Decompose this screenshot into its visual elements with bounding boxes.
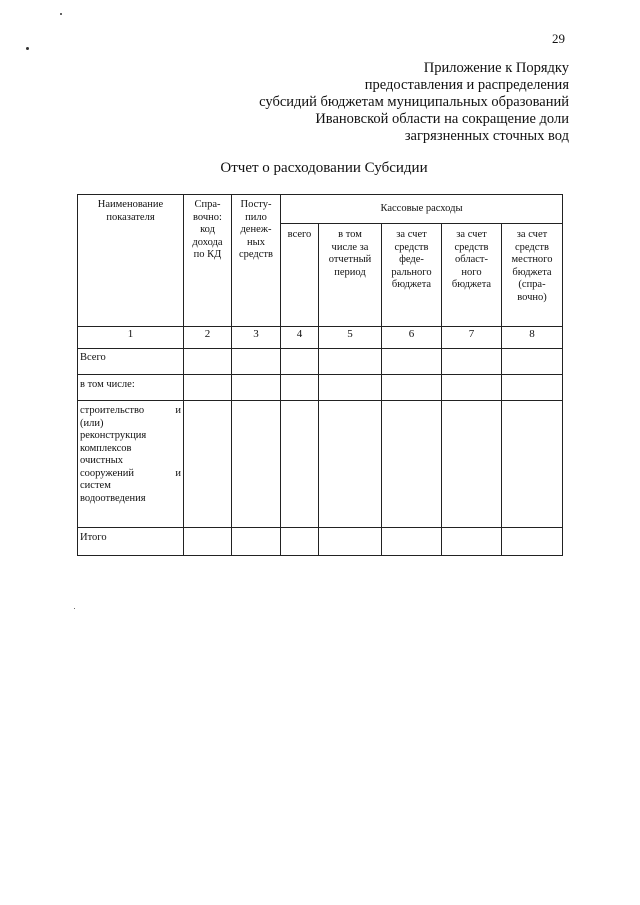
table-cell [502,401,563,528]
table-cell [232,375,281,401]
annex-line: субсидий бюджетам муниципальных образований [259,94,569,110]
header-code-kd: Спра- вочно: код дохода по КД [184,195,232,327]
page-number: 29 [552,31,565,46]
column-number: 6 [382,327,442,349]
table-row [78,349,563,375]
annex-line: Приложение к Порядку [423,60,569,76]
annex-line: загрязненных сточных вод [404,128,569,144]
header-indicator-name: Наименование показателя [78,195,184,327]
header-local-budget: за счет средств местного бюджета (спра- вочно) [502,224,563,327]
table-row [78,401,563,528]
table-cell [281,401,319,528]
column-number: 4 [281,327,319,349]
table-cell [319,375,382,401]
table-cell [502,375,563,401]
column-number: 1 [78,327,184,349]
label-line: комплексов [80,442,132,454]
column-number: 3 [232,327,281,349]
table-cell [382,349,442,375]
row-label-construction [78,401,184,528]
annex-line: Ивановской области на сокращение доли [315,111,569,127]
scan-speck [60,13,62,15]
table-cell [442,401,502,528]
table-cell [382,375,442,401]
table-cell [382,528,442,556]
label-line: (или) [80,417,104,429]
table-cell [502,349,563,375]
table-cell [442,349,502,375]
annex-reference [169,60,569,145]
table-cell [184,401,232,528]
column-number: 7 [442,327,502,349]
table-cell [184,349,232,375]
label-line: систем [80,480,111,491]
table-cell [281,349,319,375]
scan-speck [26,47,29,50]
label-line: сооружений и [80,467,181,479]
table-cell [184,375,232,401]
table-cell [319,349,382,375]
header-reporting-period: в том числе за отчетный период [319,224,382,327]
table-cell [382,401,442,528]
row-label-grand-total: Итого [78,528,184,556]
column-number: 5 [319,327,382,349]
row-label-total: Всего [78,349,184,375]
table-cell [442,375,502,401]
document-title: Отчет о расходовании Субсидии [220,160,428,176]
label-line: водоотведения [80,492,146,504]
table-row [78,528,563,556]
table-cell [442,528,502,556]
table-cell [232,401,281,528]
table-row [78,375,563,401]
table-cell [281,375,319,401]
column-number: 8 [502,327,563,349]
header-received-funds: Посту- пило денеж- ных средств [232,195,281,327]
label-line: строительство и [80,405,181,416]
table-cell [281,528,319,556]
table-cell [319,401,382,528]
header-federal-budget: за счет средств феде- рального бюджета [382,224,442,327]
table-cell [502,528,563,556]
table-cell [232,349,281,375]
annex-line: предоставления и распределения [364,77,569,93]
scan-speck [74,608,75,609]
table-cell [319,528,382,556]
column-number: 2 [184,327,232,349]
header-cash-expenses: Кассовые расходы [281,195,563,224]
row-label-including: в том числе: [78,375,184,401]
header-regional-budget: за счет средств област- ного бюджета [442,224,502,327]
label-line: реконструкция [80,430,147,441]
header-total: всего [281,224,319,327]
table-cell [184,528,232,556]
table-cell [232,528,281,556]
subsidy-report-table [77,194,563,556]
label-line: очистных [80,455,124,466]
